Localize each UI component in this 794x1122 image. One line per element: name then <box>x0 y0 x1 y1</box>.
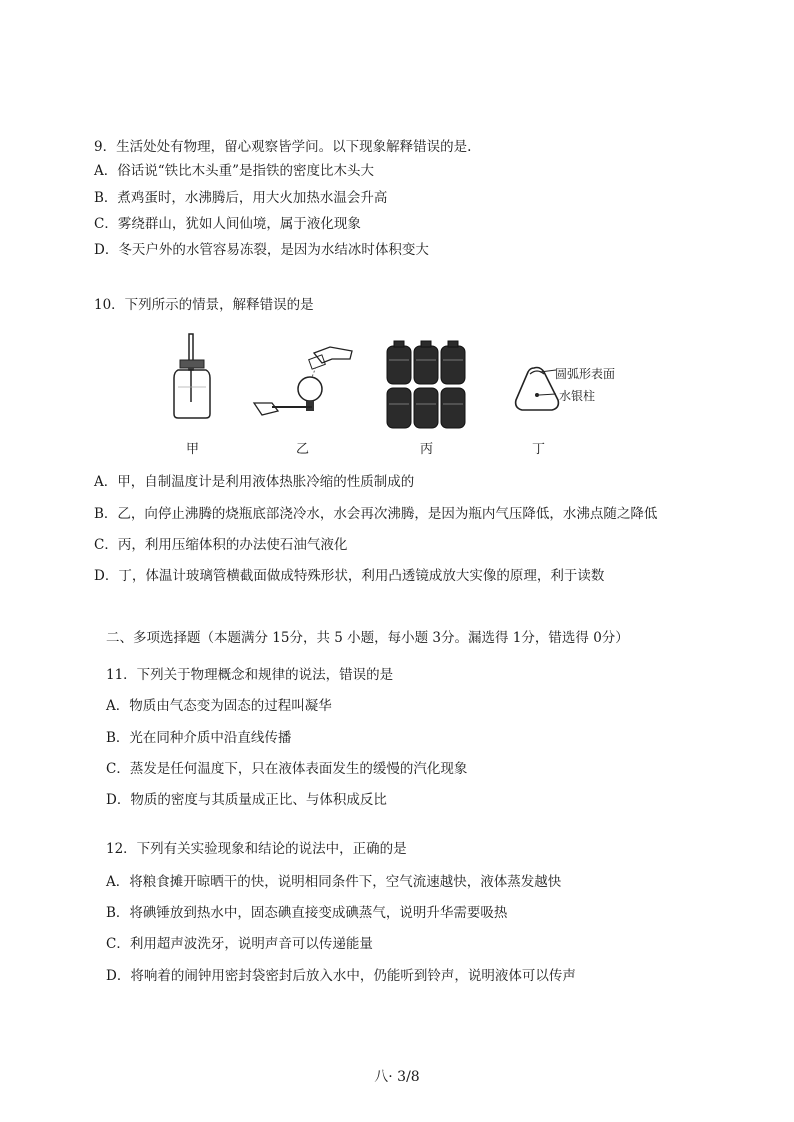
question-12-stem: 12．下列有关实验现象和结论的说法中，正确的是 <box>106 841 407 857</box>
question-9-option-b: B．煮鸡蛋时，水沸腾后，用大火加热水温会升高 <box>94 190 388 206</box>
question-11-stem: 11．下列关于物理概念和规律的说法，错误的是 <box>106 667 394 683</box>
figure-caption-yi: 乙 <box>296 442 310 457</box>
question-10-option-a: A．甲，自制温度计是利用液体热胀冷缩的性质制成的 <box>94 474 415 490</box>
figure-caption-bing: 丙 <box>420 442 434 457</box>
thermometer-bottle-icon <box>168 332 218 422</box>
label-arc-surface: 圆弧形表面 <box>555 367 616 381</box>
question-10-option-c: C．丙，利用压缩体积的办法使石油气液化 <box>94 537 348 553</box>
question-9-option-a: A．俗话说“铁比木头重”是指铁的密度比木头大 <box>94 163 375 179</box>
question-11-option-a: A．物质由气态变为固态的过程叫凝华 <box>106 698 332 714</box>
question-12-option-b: B．将碘锤放到热水中，固态碘直接变成碘蒸气，说明升华需要吸热 <box>106 905 508 921</box>
question-10-option-d: D．丁，体温计玻璃管横截面做成特殊形状，利用凸透镜成放大实像的原理，利于读数 <box>94 568 605 584</box>
question-9-stem: 9．生活处处有物理，留心观察皆学问。以下现象解释错误的是. <box>94 139 472 155</box>
flask-pouring-water-icon <box>252 345 357 425</box>
gas-cylinders-icon <box>385 340 467 430</box>
page-number: 八· 3/8 <box>374 1069 420 1085</box>
figure-caption-jia: 甲 <box>186 442 200 457</box>
label-mercury-column: 水银柱 <box>559 389 596 403</box>
question-11-option-b: B．光在同种介质中沿直线传播 <box>106 730 292 746</box>
question-12-option-d: D．将响着的闹钟用密封袋密封后放入水中，仍能听到铃声，说明液体可以传声 <box>106 968 576 984</box>
question-12-option-a: A．将粮食摊开晾晒干的快，说明相同条件下，空气流速越快，液体蒸发越快 <box>106 874 562 890</box>
question-11-option-c: C．蒸发是任何温度下，只在液体表面发生的缓慢的汽化现象 <box>106 761 468 777</box>
question-9-option-d: D．冬天户外的水管容易冻裂，是因为水结冰时体积变大 <box>94 242 429 258</box>
section-2-heading: 二、多项选择题（本题满分 15分，共 5 小题，每小题 3分。漏选得 1分，错选得 0分） <box>106 630 629 646</box>
question-12-option-c: C．利用超声波洗牙，说明声音可以传递能量 <box>106 936 373 952</box>
question-10-stem: 10．下列所示的情景，解释错误的是 <box>94 297 314 313</box>
question-10-option-b: B．乙，向停止沸腾的烧瓶底部浇冷水，水会再次沸腾，是因为瓶内气压降低，水沸点随之降低 <box>94 506 658 522</box>
question-9-option-c: C．雾绕群山，犹如人间仙境，属于液化现象 <box>94 216 361 232</box>
question-11-option-d: D．物质的密度与其质量成正比、与体积成反比 <box>106 792 387 808</box>
figure-caption-ding: 丁 <box>532 442 546 457</box>
